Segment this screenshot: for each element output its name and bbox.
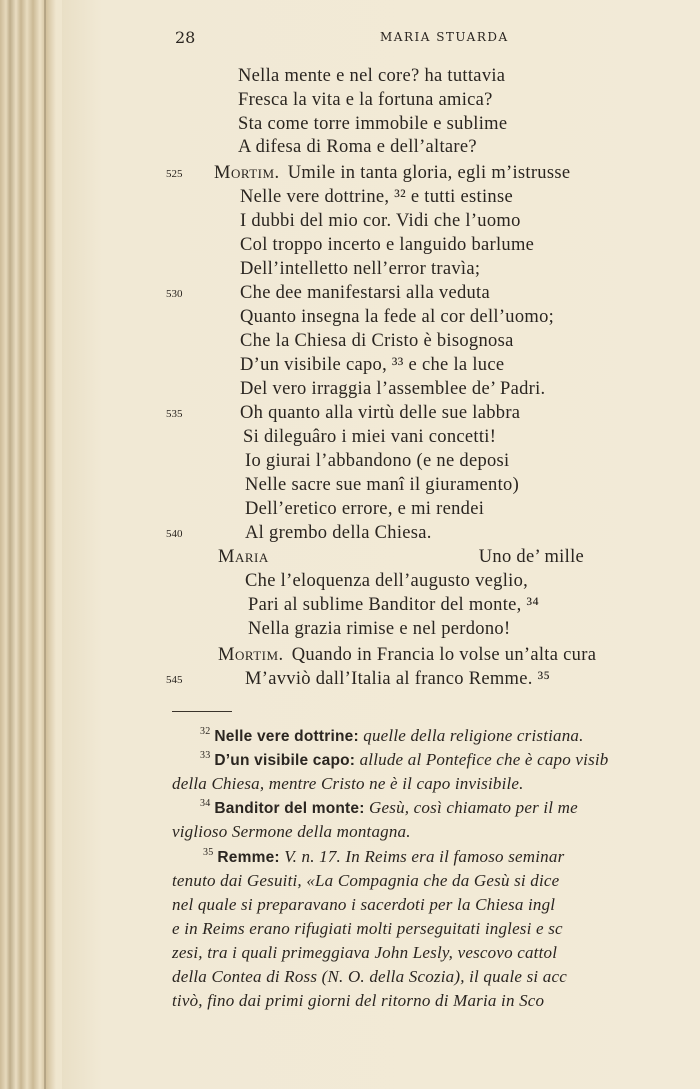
- verse-line: [248, 619, 510, 640]
- verse-line: [238, 137, 477, 158]
- footnote-text: della Chiesa, mentre Cristo ne è il capo invisibile.: [172, 774, 524, 793]
- footnote-text: zesi, tra i quali primeggiava John Lesly, vescovo cattol: [172, 943, 558, 962]
- footnote-text: della Contea di Ross (N. O. della Scozia), il quale si acc: [172, 967, 567, 986]
- verse-text: Nella grazia rimise e nel perdono!: [248, 619, 511, 639]
- verse-text: Dell’eretico errore, e mi rendei: [245, 499, 485, 519]
- verse-line: [240, 235, 534, 256]
- footnote-line: [172, 967, 567, 987]
- page-number: 28: [175, 28, 196, 47]
- footnote-term: Banditor del monte:: [214, 800, 365, 817]
- footnote-rule: [172, 711, 232, 712]
- footnote-number: 32: [200, 726, 211, 738]
- line-number: 535: [166, 408, 183, 420]
- footnote-number: 35: [203, 847, 214, 859]
- verse-text: A difesa di Roma e dell’altare?: [238, 137, 477, 157]
- verse-text: Quando in Francia lo volse un’alta cura: [291, 645, 597, 665]
- footnote-line: [172, 943, 557, 963]
- verse-text: Col troppo incerto e languido barlume: [240, 235, 535, 255]
- verse-text: Fresca la vita e la fortuna amica?: [238, 90, 493, 110]
- line-number: 530: [166, 288, 183, 300]
- verse-text: Oh quanto alla virtù delle sue labbra: [240, 403, 521, 423]
- footnote-term: Remme:: [217, 849, 280, 866]
- footnote-text: e in Reims erano rifugiati molti perseguitati inglesi e sc: [172, 919, 563, 938]
- verse-line: [240, 307, 554, 328]
- footnote-text: viglioso Sermone della montagna.: [172, 822, 411, 841]
- footnote-text: quelle della religione cristiana.: [363, 726, 584, 745]
- verse-line: [248, 595, 539, 616]
- footnote-text: allude al Pontefice che è capo visib: [359, 750, 609, 769]
- verse-text: Umile in tanta gloria, egli m’istrusse: [287, 163, 571, 183]
- footnote-text: nel quale si preparavano i sacerdoti per la Chiesa ingl: [172, 895, 556, 914]
- running-title: MARIA STUARDA: [380, 30, 509, 44]
- speaker-name: Maria: [218, 547, 269, 567]
- verse-text: Si dileguâro i miei vani concetti!: [243, 427, 497, 447]
- verse-text: Che la Chiesa di Cristo è bisognosa: [240, 331, 514, 351]
- footnote-line: [172, 919, 563, 939]
- footnote-text: tivò, fino dai primi giorni del ritorno di Maria in Sco: [172, 991, 545, 1010]
- verse-line: [214, 163, 570, 184]
- footnote-line: [172, 895, 555, 915]
- footnote-term: Nelle vere dottrine:: [214, 728, 359, 745]
- verse-text: D’un visibile capo, ³³ e che la luce: [240, 355, 505, 375]
- verse-text: Io giurai l’abbandono (e ne deposi: [245, 451, 510, 471]
- footnote-line: [172, 991, 544, 1011]
- verse-line: [218, 645, 596, 666]
- verse-text: Del vero irraggia l’assemblee de’ Padri.: [240, 379, 546, 399]
- footnote-line: [172, 774, 524, 794]
- verse-line: [243, 427, 496, 448]
- footnote-text: Gesù, così chiamato per il me: [369, 798, 578, 817]
- verse-line: [245, 523, 432, 544]
- verse-line: [240, 187, 513, 208]
- verse-line: [218, 547, 584, 568]
- verse-line: [240, 331, 514, 352]
- verse-text: Dell’intelletto nell’error travìa;: [240, 259, 481, 279]
- footnote-number: 34: [200, 798, 211, 810]
- verse-text: Pari al sublime Banditor del monte, ³⁴: [248, 595, 540, 615]
- page-header: [175, 28, 700, 48]
- footnote-line: [172, 822, 411, 842]
- line-number: 545: [166, 674, 183, 686]
- verse-line: [240, 259, 480, 280]
- line-number: 540: [166, 528, 183, 540]
- speaker-name: Mortim.: [214, 163, 280, 183]
- footnote-line: [200, 750, 609, 770]
- verse-line: [245, 451, 510, 472]
- verse-text: Nella mente e nel core? ha tuttavia: [238, 66, 506, 86]
- verse-line: [238, 66, 505, 87]
- verse-line: [240, 355, 504, 376]
- verse-line: [245, 571, 528, 592]
- footnote-text: tenuto dai Gesuiti, «La Compagnia che da Gesù si dice: [172, 871, 560, 890]
- verse-text: Quanto insegna la fede al cor dell’uomo;: [240, 307, 555, 327]
- footnote-line: [203, 847, 564, 867]
- footnote-term: D’un visibile capo:: [214, 752, 356, 769]
- verse-line: [245, 499, 484, 520]
- verse-line: [240, 283, 490, 304]
- footnote-text: V. n. 17. In Reims era il famoso seminar: [284, 847, 565, 866]
- verse-text: Nelle sacre sue manî il giuramento): [245, 475, 520, 495]
- verse-line: [245, 475, 519, 496]
- footnote-line: [200, 726, 584, 746]
- footnote-line: [200, 798, 578, 818]
- verse-text: M’avviò dall’Italia al franco Remme. ³⁵: [245, 669, 551, 689]
- verse-line: [240, 379, 545, 400]
- verse-text: Nelle vere dottrine, ³² e tutti estinse: [240, 187, 513, 207]
- verse-text: Al grembo della Chiesa.: [245, 523, 432, 543]
- verse-line: [245, 669, 550, 690]
- verse-line: [240, 403, 520, 424]
- page-edges: [0, 0, 62, 1089]
- verse-text: Che dee manifestarsi alla veduta: [240, 283, 491, 303]
- verse-line: [238, 114, 507, 135]
- verse-text: I dubbi del mio cor. Vidi che l’uomo: [240, 211, 521, 231]
- line-number: 525: [166, 168, 183, 180]
- verse-text: Uno de’ mille: [478, 547, 585, 567]
- footnote-line: [172, 871, 559, 891]
- verse-line: [238, 90, 493, 111]
- speaker-name: Mortim.: [218, 645, 284, 665]
- footnote-number: 33: [200, 750, 211, 762]
- verse-text: Che l’eloquenza dell’augusto veglio,: [245, 571, 529, 591]
- verse-line: [240, 211, 521, 232]
- verse-text: Sta come torre immobile e sublime: [238, 114, 508, 134]
